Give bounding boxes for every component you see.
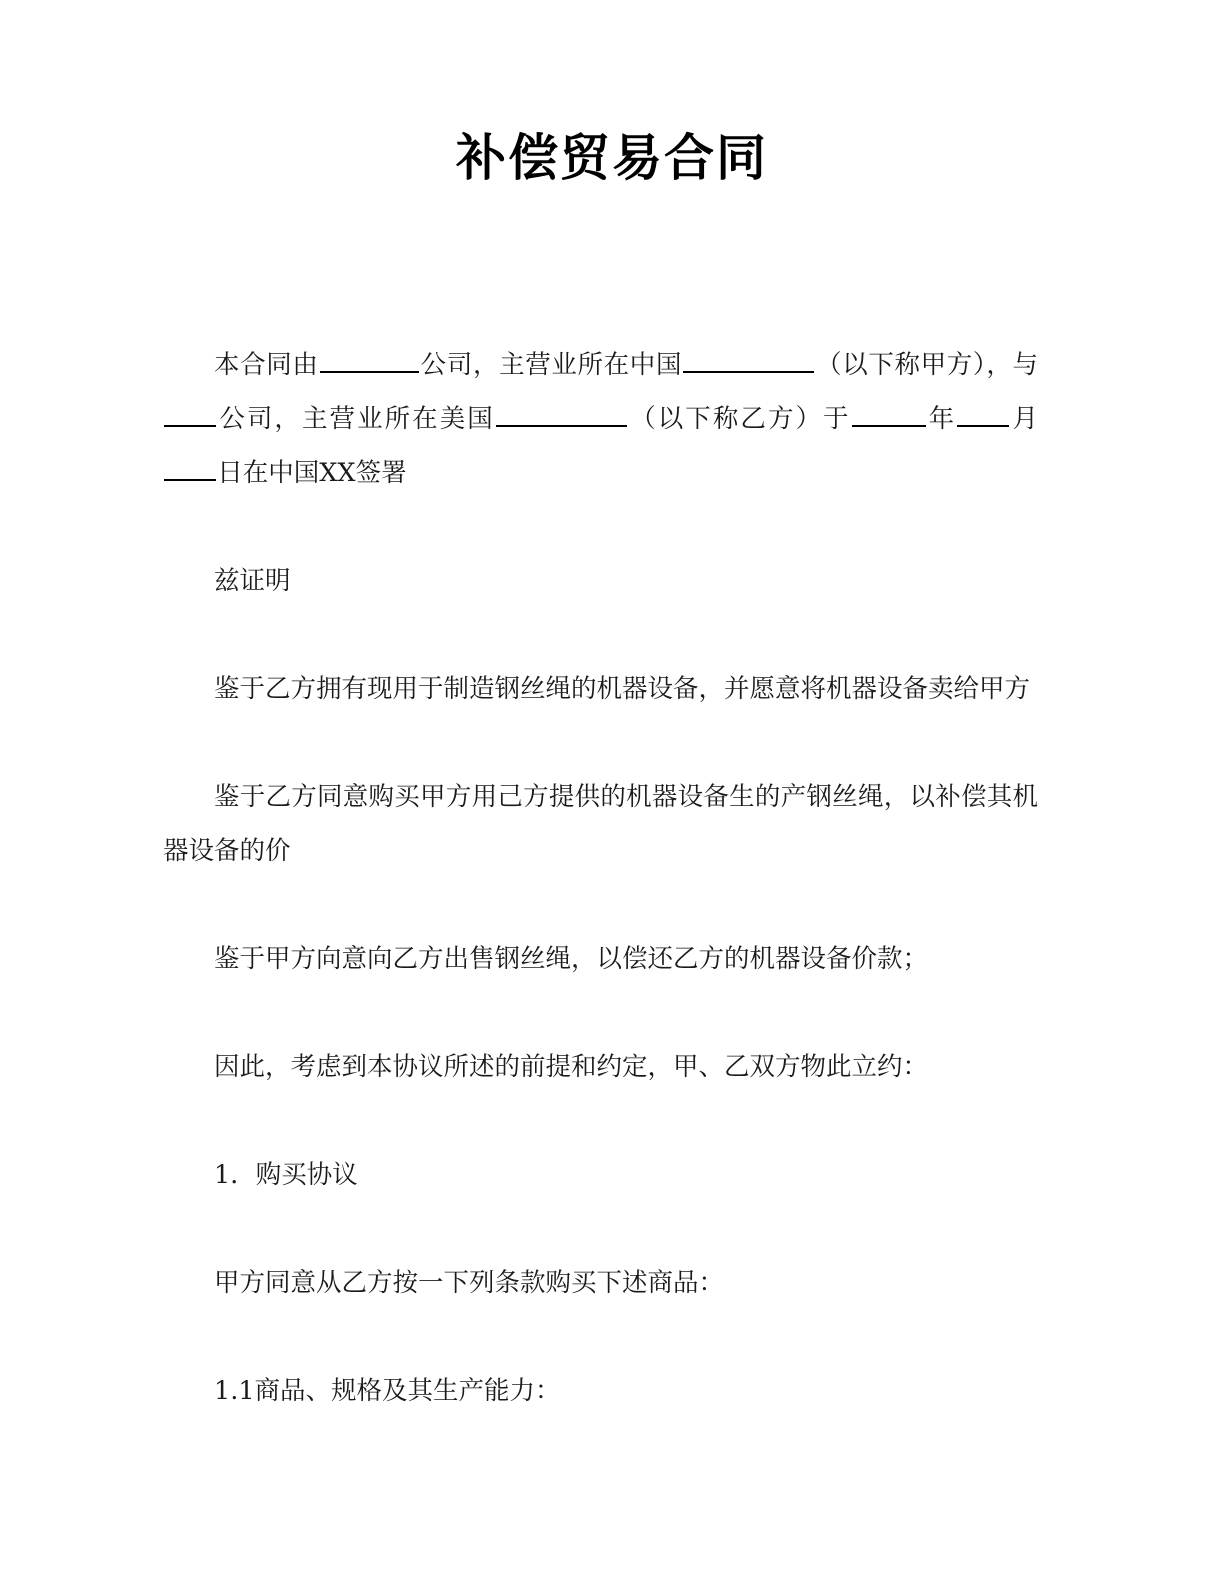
preamble-text-6: 年 — [926, 404, 957, 434]
page-title: 补偿贸易合同 — [456, 129, 768, 187]
preamble-text-3: （以下称甲方），与 — [815, 350, 1038, 380]
paragraph-spacer-3 — [163, 716, 1038, 770]
blank-day — [164, 455, 216, 481]
preamble-text-2: 公司，主营业所在中国 — [420, 350, 683, 380]
preamble-text-5: （以下称乙方）于 — [628, 404, 851, 434]
paragraph-spacer-6 — [163, 1094, 1038, 1148]
paragraph-preamble — [163, 338, 1038, 500]
paragraph-spacer-1 — [163, 500, 1038, 554]
blank-company-b — [164, 401, 216, 427]
preamble-text-7: 月 — [1010, 404, 1038, 434]
document-body — [163, 338, 1038, 1418]
paragraph-whereas-1: 鉴于乙方拥有现用于制造钢丝绳的机器设备，并愿意将机器设备卖给甲方 — [214, 674, 1031, 704]
paragraph-spacer-4 — [163, 878, 1038, 932]
preamble-text-4: 公司，主营业所在美国 — [217, 404, 495, 434]
preamble-text-8: 日在中国XX签署 — [217, 458, 407, 488]
clause-1-heading: 1．购买协议 — [214, 1160, 358, 1190]
blank-company-a — [320, 347, 419, 373]
paragraph-spacer-8 — [163, 1310, 1038, 1364]
paragraph-whereas-2: 鉴于乙方同意购买甲方用己方提供的机器设备生的产钢丝绳，以补偿其机器设备的价 — [163, 782, 1038, 866]
blank-address-usa — [496, 401, 627, 427]
paragraph-witnesseth: 兹证明 — [214, 566, 291, 596]
paragraph-spacer-2 — [163, 608, 1038, 662]
clause-1-1: 1.1商品、规格及其生产能力： — [214, 1376, 561, 1406]
paragraph-therefore: 因此，考虑到本协议所述的前提和约定，甲、乙双方物此立约： — [214, 1052, 929, 1082]
preamble-text-1: 本合同由 — [214, 350, 319, 380]
paragraph-spacer-7 — [163, 1202, 1038, 1256]
blank-month — [957, 401, 1009, 427]
blank-year — [852, 401, 926, 427]
paragraph-whereas-3: 鉴于甲方向意向乙方出售钢丝绳，以偿还乙方的机器设备价款； — [214, 944, 929, 974]
paragraph-spacer-5 — [163, 986, 1038, 1040]
clause-1-body: 甲方同意从乙方按一下列条款购买下述商品： — [214, 1268, 725, 1298]
blank-address-china — [683, 347, 814, 373]
